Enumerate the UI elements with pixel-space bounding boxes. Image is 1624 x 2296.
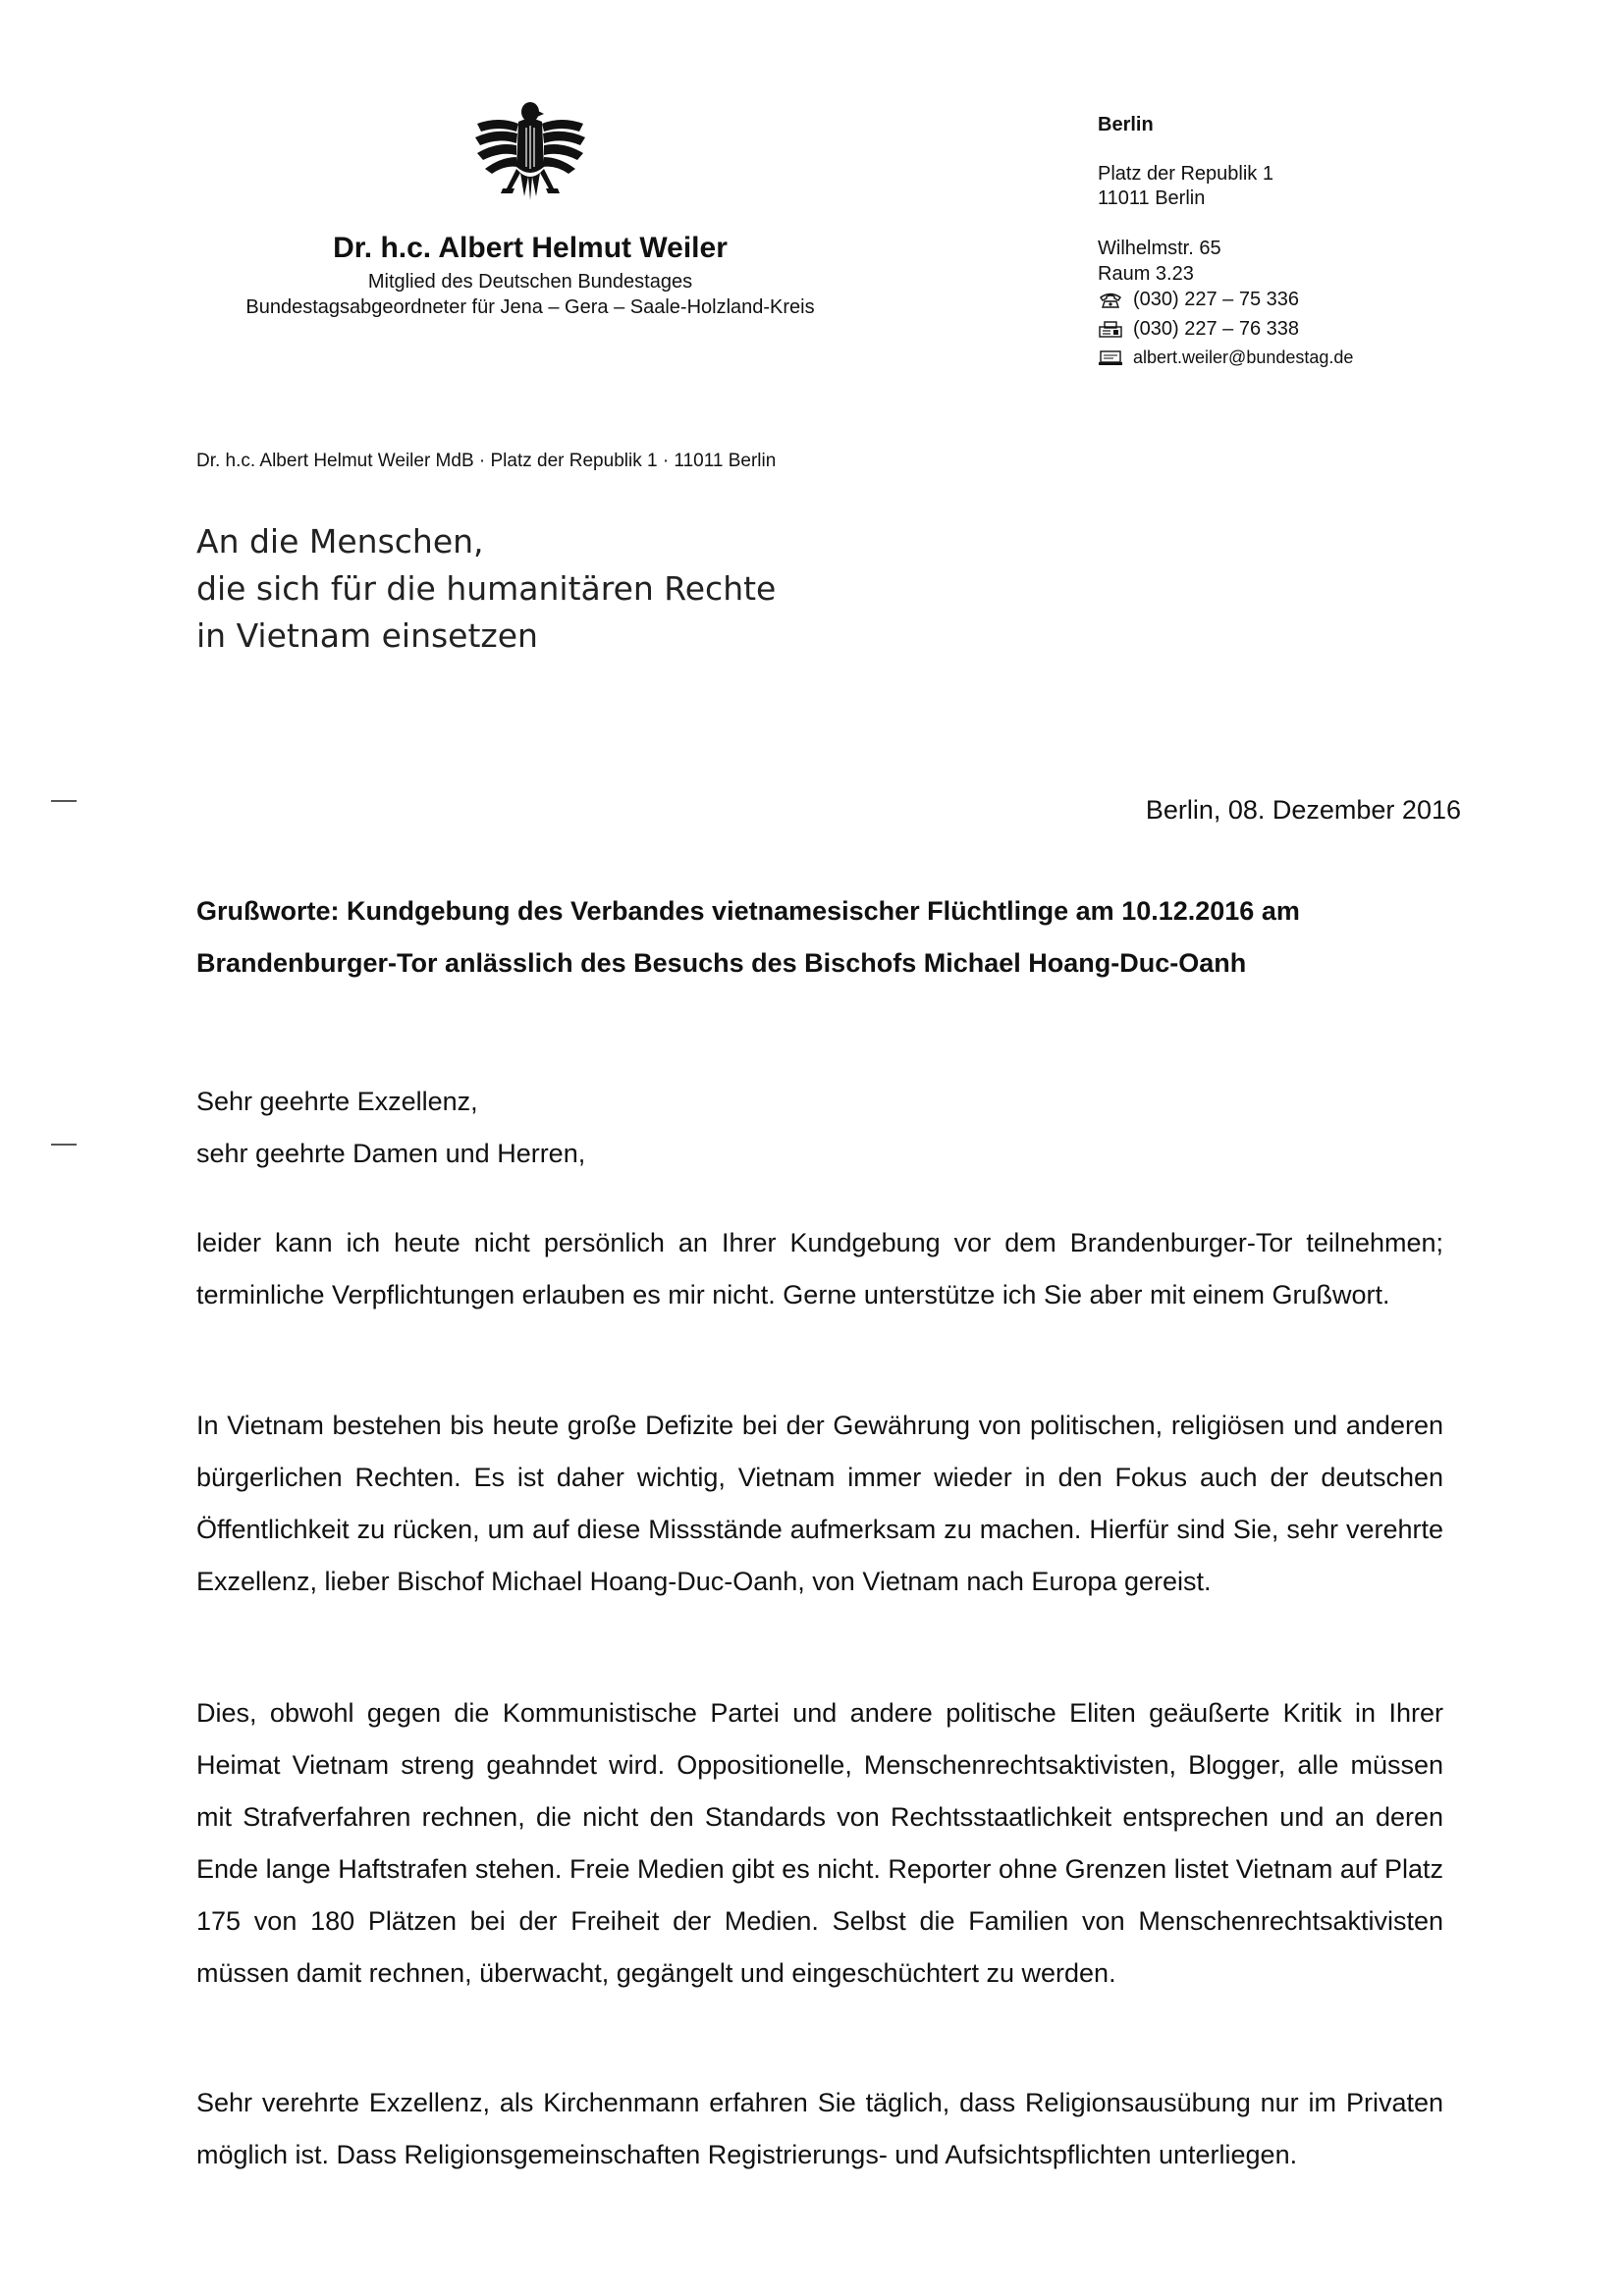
contact-office-room: Raum 3.23 (1098, 263, 1194, 285)
mail-icon (1098, 349, 1123, 367)
body-paragraph: leider kann ich heute nicht persönlich an Ihrer Kundgebung vor dem Brandenburger-Tor teilnehmen; terminliche Verpflichtungen erlauben es mir nicht. Gerne unterstütze ich Sie aber mit einem Grußwort. (196, 1228, 1443, 1309)
contact-fax (1098, 318, 1299, 341)
bundestag-eagle-logo (471, 98, 589, 211)
recipient-line-3: in Vietnam einsetzen (196, 616, 538, 655)
sender-title: Mitglied des Deutschen Bundestages (367, 271, 693, 293)
fold-mark (51, 800, 77, 802)
sender-name: Dr. h.c. Albert Helmut Weiler (333, 232, 728, 264)
subject-line-2: Brandenburger-Tor anlässlich des Besuchs des Bischofs Michael Hoang-Duc-Oanh (196, 948, 1247, 978)
body-paragraph: Sehr verehrte Exzellenz, als Kirchenmann erfahren Sie täglich, dass Religionsausübung nur im Privaten möglich ist. Dass Religionsgemeinschaften Registrierungs- und Aufsichtspflichten unterliegen. (196, 2088, 1443, 2169)
contact-address-postcode: 11011 Berlin (1098, 187, 1206, 209)
recipient-line-1: An die Menschen, (196, 522, 484, 561)
telephone-icon (1098, 292, 1123, 309)
body-paragraph: Dies, obwohl gegen die Kommunistische Partei und andere politische Eliten geäußerte Kritik in Ihrer Heimat Vietnam streng geahndet wird. Oppositionelle, Menschenrechtsaktivisten, Blogger, alle müssen mit Strafverfahren rechnen, die nicht den Standards von Rechtsstaatlichkeit entsprechen und an deren Ende lange Haftstrafen stehen. Freie Medien gibt es nicht. Reporter ohne Grenzen listet Vietnam auf Platz 175 von 180 Plätzen bei der Freiheit der Medien. Selbst die Familien von Menschenrechtsaktivisten müssen damit rechnen, überwacht, gegängelt und eingeschüchtert zu werden. (196, 1698, 1443, 1988)
contact-office-street: Wilhelmstr. 65 (1098, 238, 1221, 259)
salutation-line-1: Sehr geehrte Exzellenz, (196, 1087, 478, 1116)
contact-address-street: Platz der Republik 1 (1098, 163, 1273, 185)
salutation-line-2: sehr geehrte Damen und Herren, (196, 1139, 586, 1168)
contact-email (1098, 347, 1353, 368)
return-address: Dr. h.c. Albert Helmut Weiler MdB · Platz der Republik 1 · 11011 Berlin (196, 451, 777, 471)
fold-mark (51, 1144, 77, 1146)
contact-fax-number: (030) 227 – 76 338 (1133, 318, 1300, 340)
contact-phone-number: (030) 227 – 75 336 (1133, 289, 1300, 310)
contact-city: Berlin (1098, 114, 1154, 135)
recipient-line-2: die sich für die humanitären Rechte (196, 569, 777, 608)
contact-phone (1098, 289, 1299, 311)
letter-date: Berlin, 08. Dezember 2016 (1145, 795, 1461, 825)
subject-line-1: Grußworte: Kundgebung des Verbandes vietnamesischer Flüchtlinge am 10.12.2016 am (196, 896, 1300, 926)
contact-email-address[interactable]: albert.weiler@bundestag.de (1133, 347, 1354, 367)
fax-icon (1098, 321, 1123, 339)
body-paragraph: In Vietnam bestehen bis heute große Defizite bei der Gewährung von politischen, religiösen und anderen bürgerlichen Rechten. Es ist daher wichtig, Vietnam immer wieder in den Fokus auch der deutschen Öffentlichkeit zu rücken, um auf diese Missstände aufmerksam zu machen. Hierfür sind Sie, sehr verehrte Exzellenz, lieber Bischof Michael Hoang-Duc-Oanh, von Vietnam nach Europa gereist. (196, 1411, 1443, 1596)
sender-constituency: Bundestagsabgeordneter für Jena – Gera – Saale-Holzland-Kreis (245, 296, 815, 318)
